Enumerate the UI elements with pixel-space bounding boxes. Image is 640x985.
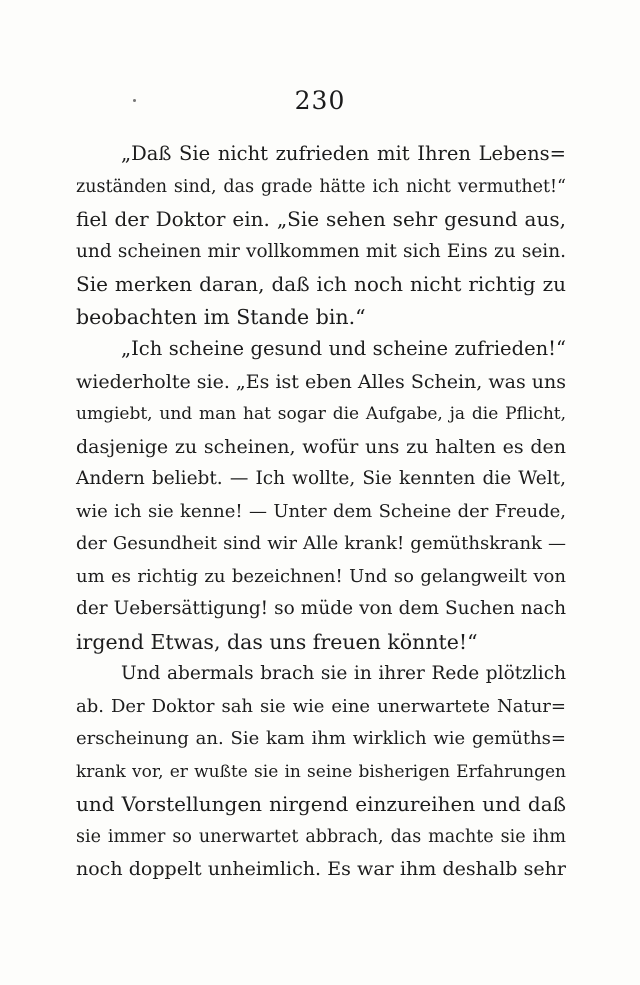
text-line: der Uebersättigung! so müde von dem Suchen nach (76, 598, 566, 619)
page-number: 230 (294, 86, 346, 115)
text-line: wie ich sie kenne! — Unter dem Scheine der Freude, (76, 500, 566, 522)
text-line: um es richtig zu bezeichnen! Und so gelangweilt von (76, 565, 566, 587)
text-line: noch doppelt unheimlich. Es war ihm deshalb sehr (76, 858, 566, 880)
text-line: erscheinung an. Sie kam ihm wirklich wie gemüths= (76, 728, 566, 749)
text-line: „Daß Sie nicht zufrieden mit Ihren Lebens= (121, 142, 566, 165)
paragraph (76, 658, 566, 886)
text-line: „Ich scheine gesund und scheine zufrieden!“ (121, 337, 566, 360)
text-line: und Vorstellungen nirgend einzureihen und daß (76, 792, 566, 816)
paragraph (76, 333, 566, 658)
text-line: Und abermals brach sie in ihrer Rede plötzlich (121, 663, 566, 684)
text-line: dasjenige zu scheinen, wofür uns zu halten es den (76, 435, 566, 458)
text-line: fiel der Doktor ein. „Sie sehen sehr gesund aus, (76, 207, 566, 231)
text-line: irgend Etwas, das uns freuen könnte!“ (76, 629, 478, 654)
text-line: krank vor, er wußte sie in seine bisherigen Erfahrungen (76, 761, 566, 782)
text-line: wiederholte sie. „Es ist eben Alles Schein, was uns (76, 370, 566, 393)
text-line: Andern beliebt. — Ich wollte, Sie kennten die Welt, (76, 468, 566, 489)
body-text (76, 138, 566, 886)
paragraph (76, 138, 566, 333)
text-line: beobachten im Stande bin.“ (76, 304, 366, 329)
text-line: zuständen sind, das grade hätte ich nicht vermuthet!“ (76, 176, 566, 197)
text-line: umgiebt, und man hat sogar die Aufgabe, ja die Pflicht, (76, 404, 566, 424)
text-line: sie immer so unerwartet abbrach, das machte sie ihm (76, 826, 566, 847)
text-line: der Gesundheit sind wir Alle krank! gemüthskrank — (76, 533, 566, 554)
text-line: ab. Der Doktor sah sie wie eine unerwartete Natur= (76, 695, 566, 717)
text-line: Sie merken daran, daß ich noch nicht richtig zu (76, 272, 566, 296)
text-line: und scheinen mir vollkommen mit sich Eins zu sein. (76, 240, 566, 262)
